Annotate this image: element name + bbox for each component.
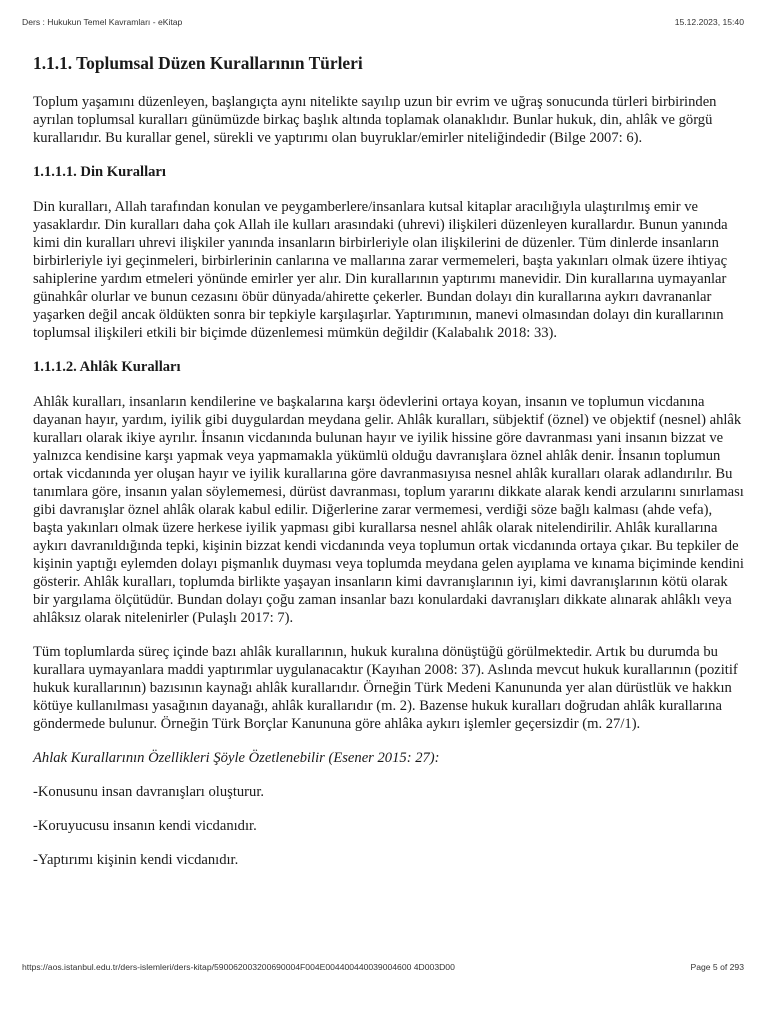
section-heading-ahlak: 1.1.1.2. Ahlâk Kuralları — [33, 359, 181, 375]
page-number: Page 5 of 293 — [690, 962, 744, 972]
intro-paragraph: Toplum yaşamını düzenleyen, başlangıçta aynı nitelikte sayılıp uzun bir evrim ve uğraş sonucunda türleri birbirinden ayrılan toplumsal kuralları günümüzde birkaç başlık altında toplamak olanaklıdır. Bunlar hukuk, din, ahlâk ve görgü kurallarıdır. Bu kurallar genel, sürekli ve yaptırımı olan buyruklar/emirler niteliğindedir (Bilge 2007: 6). — [33, 94, 717, 146]
footer-url: https://aos.istanbul.edu.tr/ders-islemleri/ders-kitap/590062003200690004F004E004400440039004600 4D003D00 — [22, 962, 455, 972]
ahlak-paragraph-2: Tüm toplumlarda süreç içinde bazı ahlâk kurallarının, hukuk kuralına dönüştüğü görülmektedir. Artık bu durumda bu kurallara uymayanlara maddi yaptırımlar uygulanacaktır (Kayıhan 2008: 37). Aslında mevcut hukuk kurallarının (pozitif hukuk kurallarının) bazısının kaynağı ahlâk kurallarıdır. Örneğin Türk Medeni Kanununda yer alan dürüstlük ve hakkın kötüye kullanılması yasağının dayanağı, ahlâk kurallarıdır (m. 2). Bazense hukuk kuralları doğrudan ahlâk kurallarına göndermede bulunur. Örneğin Türk Borçlar Kanununa göre ahlâka aykırı işlemler geçersizdir (m. 27/1). — [33, 644, 738, 732]
page-title: 1.1.1. Toplumsal Düzen Kurallarının Türleri — [33, 53, 363, 73]
page-content — [33, 52, 745, 885]
print-header — [22, 17, 744, 27]
print-footer — [22, 962, 744, 972]
section-heading-din: 1.1.1.1. Din Kuralları — [33, 164, 166, 180]
din-paragraph: Din kuralları, Allah tarafından konulan ve peygamberlere/insanlara kutsal kitaplar aracılığıyla ulaştırılmış emir ve yasaklardır. Din kuralları daha çok Allah ile kulları arasındaki (uhrevi) ilişkileri düzenleyen kurallardır. Bunun yanında kimi din kuralları uhrevi ilişkiler yanında insanların birbirleriyle olan ilişkilerini de düzenler. Tüm dinlerde insanların birbirleriyle iyi geçinmeleri, birbirlerinin canlarına ve mallarına zarar vermemeleri, başta yakınları olmak üzere ihtiyaç sahiplerine yardım etmeleri yönünde emirler yer alır. Din kurallarının yaptırımı manevidir. Din kurallarına uymayanlar günahkâr olurlar ve bunun cezasını öbür dünyada/ahirette çekerler. Bundan dolayı din kurallarına aykırı davrananlar yaşarken değil ancak öldükten sonra bir tepkiyle karşılaşırlar. Yaptırımının, manevi olmasından dolayı din kurallarının toplumsal ilişkileri etkili bir biçimde düzenlemesi mümkün değildir (Kalabalık 2018: 33). — [33, 199, 728, 341]
features-heading: Ahlak Kurallarının Özellikleri Şöyle Özetlenebilir (Esener 2015: 27): — [33, 750, 440, 766]
header-title: Ders : Hukukun Temel Kavramları - eKitap — [22, 17, 183, 27]
header-datetime: 15.12.2023, 15:40 — [674, 17, 744, 27]
feature-item: -Yaptırımı kişinin kendi vicdanıdır. — [33, 852, 239, 868]
ahlak-paragraph-1: Ahlâk kuralları, insanların kendilerine ve başkalarına karşı ödevlerini ortaya koyan, insanın ve toplumun vicdanına dayanan hayır, yardım, iyilik gibi duygulardan meydana gelir. Ahlâk kuralları, sübjektif (öznel) ve objektif (nesnel) ahlâk kuralları olarak ikiye ayrılır. İnsanın vicdanında bulunan hayır ve iyilik hissine göre davranması yani insanın bizzat ve yalnızca kendisine karşı yapmak veya yapmamakla yükümlü olduğu davranışlara öznel ahlâk denir. İnsanın toplumun ortak vicdanında yer oluşan hayır ve iyilik kurallarına göre davranmasıyısa nesnel ahlâk kuralları olarak adlandırılır. Bu tanımlara göre, insanın yalan söylememesi, dürüst davranması, toplum yararını dikkate alarak kendi arzularını sınırlaması gibi davranışlar öznel ahlâk olarak kabul edilir. Diğerlerine zarar vermemesi, verdiği söze bağlı kalması (ahde vefa), başta yakınları olmak üzere herkese iyilik yapması gibi kurallarsa nesnel ahlâk olarak nitelendirilir. Ahlâk kurallarına aykırı davranıldığında tepki, kişinin bizzat kendi vicdanında veya toplumun ortak vicdanında ortaya çıkar. Bu tepkiler de kişinin yaptığı eylemden dolayı pişmanlık duyması veya toplumda meydana gelen ayıplama ve kınama biçiminde kendini gösterir. Ahlâk kuralları, toplumda birlikte yaşayan insanların kimi davranışlarının iyi, kimi davranışlarının kötü olarak bir yargılama ölçütüdür. Bundan dolayı çoğu zaman insanlar bazı konulardaki davranışları dikkate alınarak ahlâklı veya ahlâksız olarak nitelenirler (Pulaşlı 2017: 7). — [33, 394, 744, 626]
feature-item: -Koruyucusu insanın kendi vicdanıdır. — [33, 818, 257, 834]
feature-item: -Konusunu insan davranışları oluşturur. — [33, 784, 265, 800]
